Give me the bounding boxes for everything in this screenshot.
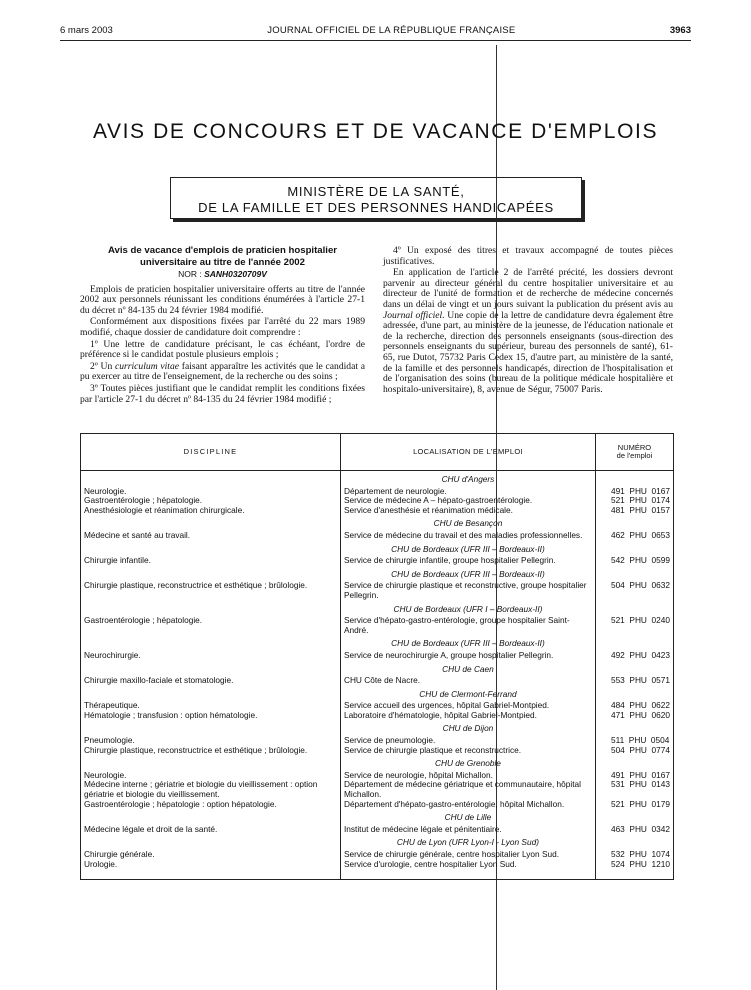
- empty-cell: [595, 541, 673, 557]
- localisation-cell: Service d'urologie, centre hospitalier Lyon Sud.: [340, 860, 595, 870]
- avis-column-right: [383, 246, 673, 396]
- table-row: [81, 556, 674, 566]
- discipline-cell: Pneumologie.: [81, 736, 341, 746]
- empty-cell: [595, 635, 673, 651]
- ministry-line-1: MINISTÈRE DE LA SANTÉ,: [287, 184, 465, 199]
- table-header-row: [81, 434, 674, 471]
- table-body: [81, 471, 674, 880]
- localisation-cell: Service d'anesthésie et réanimation médicale.: [340, 506, 595, 516]
- text: faisant apparaître les activités que le candidat a pu exercer au titre de l'enseignement, de la recherche ou des soins ;: [80, 360, 366, 383]
- chu-group-row: [81, 515, 674, 531]
- paragraph: 3º Toutes pièces justifiant que le candidat remplit les conditions fixées par l'article 27-1 du décret nº 84-135 du 24 février 1984 modifié ;: [80, 382, 365, 405]
- table-row: [81, 860, 674, 870]
- empty-cell: [81, 686, 341, 702]
- chu-group-row: [81, 686, 674, 702]
- text: En application de l'article 2 de l'arrêté précité, les dossiers devront parvenir au directeur général du centre hospitalier universitaire et au directeur de l'unité de formation et de recherche de médecine concernés dans un délai de vingt et un jours suivant la publication du présent avis au: [383, 267, 673, 310]
- journal-name: JOURNAL OFFICIEL DE LA RÉPUBLIQUE FRANÇAISE: [267, 25, 516, 36]
- numero-cell: 524 PHU 1210: [595, 860, 673, 870]
- running-header: [60, 25, 691, 39]
- empty-cell: [595, 809, 673, 825]
- table-row: [81, 676, 674, 686]
- text-italic: curriculum vitae: [114, 360, 180, 372]
- chu-name: CHU de Bordeaux (UFR III – Bordeaux-II): [340, 541, 595, 557]
- empty-cell: [81, 661, 341, 677]
- empty-cell: [81, 566, 341, 582]
- avis-title-1: Avis de vacance d'emplois de praticien hospitalier: [107, 245, 338, 256]
- chu-name: CHU de Bordeaux (UFR III – Bordeaux-II): [340, 566, 595, 582]
- numero-sublabel: de l'emploi: [616, 451, 653, 460]
- ministry-line-2: DE LA FAMILLE ET DES PERSONNES HANDICAPÉES: [198, 200, 554, 215]
- empty-cell: [340, 869, 595, 880]
- paragraph: [383, 268, 673, 395]
- chu-name: CHU de Bordeaux (UFR III – Bordeaux-II): [340, 635, 595, 651]
- vacancy-table: [80, 433, 674, 880]
- chu-name: CHU de Caen: [340, 661, 595, 677]
- empty-cell: [595, 686, 673, 702]
- empty-cell: [81, 809, 341, 825]
- localisation-cell: Service d'hépato-gastro-entérologie, groupe hospitalier Saint-André.: [340, 616, 595, 635]
- chu-group-row: [81, 809, 674, 825]
- empty-cell: [595, 869, 673, 880]
- column-header-localisation: LOCALISATION DE L'EMPLOI: [340, 434, 595, 471]
- discipline-cell: Chirurgie infantile.: [81, 556, 341, 566]
- numero-cell: 542 PHU 0599: [595, 556, 673, 566]
- table-row: [81, 825, 674, 835]
- chu-name: CHU de Lyon (UFR Lyon-I - Lyon Sud): [340, 834, 595, 850]
- chu-group-row: [81, 755, 674, 771]
- column-header-numero: [595, 434, 673, 471]
- localisation-cell: Service accueil des urgences, hôpital Gabriel-Montpied.: [340, 701, 595, 711]
- chu-group-row: [81, 635, 674, 651]
- discipline-cell: Médecine légale et droit de la santé.: [81, 825, 341, 835]
- discipline-cell: Chirurgie générale.: [81, 850, 341, 860]
- numero-cell: 511 PHU 0504: [595, 736, 673, 746]
- empty-cell: [595, 720, 673, 736]
- empty-cell: [595, 471, 673, 487]
- discipline-cell: Chirurgie maxillo-faciale et stomatologie.: [81, 676, 341, 686]
- localisation-cell: Laboratoire d'hématologie, hôpital Gabriel-Montpied.: [340, 711, 595, 721]
- paragraph: Conformément aux dispositions fixées par l'arrêté du 22 mars 1989 modifié, chaque dossier de candidature doit comprendre :: [80, 316, 365, 338]
- numero-label: NUMÉRO: [617, 442, 652, 452]
- empty-cell: [595, 661, 673, 677]
- text-italic: Journal officiel.: [383, 309, 445, 321]
- numero-cell: 521 PHU 0174: [595, 496, 673, 506]
- numero-cell: 481 PHU 0157: [595, 506, 673, 516]
- chu-group-row: [81, 601, 674, 617]
- numero-cell: 462 PHU 0653: [595, 531, 673, 541]
- discipline-cell: Médecine et santé au travail.: [81, 531, 341, 541]
- issue-date: 6 mars 2003: [60, 25, 113, 36]
- avis-title-2: universitaire au titre de l'année 2002: [140, 256, 305, 268]
- localisation-cell: Institut de médecine légale et pénitentiaire.: [340, 825, 595, 835]
- avis-column-left: [80, 246, 365, 406]
- table-row: [81, 506, 674, 516]
- chu-group-row: [81, 471, 674, 487]
- numero-cell: 491 PHU 0167: [595, 771, 673, 781]
- numero-cell: 471 PHU 0620: [595, 711, 673, 721]
- discipline-cell: Thérapeutique.: [81, 701, 341, 711]
- empty-cell: [81, 515, 341, 531]
- localisation-cell: Service de chirurgie infantile, groupe hospitalier Pellegrin.: [340, 556, 595, 566]
- empty-cell: [595, 755, 673, 771]
- empty-cell: [81, 541, 341, 557]
- ministry-box: [170, 177, 582, 219]
- empty-cell: [81, 720, 341, 736]
- discipline-cell: Neurologie.: [81, 771, 341, 781]
- localisation-cell: Service de médecine du travail et des maladies professionnelles.: [340, 531, 595, 541]
- column-header-discipline: DISCIPLINE: [81, 434, 341, 471]
- numero-cell: 532 PHU 1074: [595, 850, 673, 860]
- localisation-cell: Service de chirurgie plastique et reconstructrice.: [340, 746, 595, 756]
- table-row: [81, 616, 674, 635]
- table-row: [81, 800, 674, 810]
- paragraph: 4º Un exposé des titres et travaux accompagné de toutes pièces justificatives.: [383, 245, 673, 267]
- empty-cell: [81, 834, 341, 850]
- localisation-cell: Service de chirurgie plastique et reconstructive, groupe hospitalier Pellegrin.: [340, 581, 595, 600]
- chu-group-row: [81, 834, 674, 850]
- paragraph: Emplois de praticien hospitalier universitaire offerts au titre de l'année 2002 aux personnels réunissant les conditions énumérées à l'article 27-1 du décret nº 84-135 du 24 février 1984 modifié.: [80, 283, 365, 316]
- chu-name: CHU d'Angers: [340, 471, 595, 487]
- localisation-cell: Service de neurochirurgie A, groupe hospitalier Pellegrin.: [340, 651, 595, 661]
- numero-cell: 521 PHU 0179: [595, 800, 673, 810]
- numero-cell: 484 PHU 0622: [595, 701, 673, 711]
- chu-group-row: [81, 661, 674, 677]
- text: 2º Un: [90, 360, 115, 372]
- localisation-cell: Département d'hépato-gastro-entérologie, hôpital Michallon.: [340, 800, 595, 810]
- numero-cell: 553 PHU 0571: [595, 676, 673, 686]
- numero-cell: 491 PHU 0167: [595, 487, 673, 497]
- chu-group-row: [81, 541, 674, 557]
- discipline-cell: Neurologie.: [81, 487, 341, 497]
- discipline-cell: Neurochirurgie.: [81, 651, 341, 661]
- numero-cell: 504 PHU 0632: [595, 581, 673, 600]
- table-row: [81, 581, 674, 600]
- numero-cell: 463 PHU 0342: [595, 825, 673, 835]
- table-row: [81, 651, 674, 661]
- table-row: [81, 746, 674, 756]
- discipline-cell: Chirurgie plastique, reconstructrice et esthétique ; brûlologie.: [81, 746, 341, 756]
- discipline-cell: Gastroentérologie ; hépatologie.: [81, 616, 341, 635]
- empty-cell: [81, 601, 341, 617]
- chu-name: CHU de Lille: [340, 809, 595, 825]
- chu-name: CHU de Dijon: [340, 720, 595, 736]
- discipline-cell: Urologie.: [81, 860, 341, 870]
- empty-cell: [81, 869, 341, 880]
- empty-cell: [595, 515, 673, 531]
- table-end-row: [81, 869, 674, 880]
- paragraph: 1º Une lettre de candidature précisant, le cas échéant, l'ordre de préférence si le candidat postule plusieurs emplois ;: [80, 338, 365, 361]
- localisation-cell: Service de neurologie, hôpital Michallon.: [340, 771, 595, 781]
- chu-group-row: [81, 720, 674, 736]
- header-rule: [60, 40, 691, 41]
- numero-cell: 531 PHU 0143: [595, 780, 673, 799]
- numero-cell: 521 PHU 0240: [595, 616, 673, 635]
- nor-code: SANH0320709V: [204, 269, 267, 279]
- localisation-cell: Service de chirurgie générale, centre hospitalier Lyon Sud.: [340, 850, 595, 860]
- page-title: AVIS DE CONCOURS ET DE VACANCE D'EMPLOIS: [92, 120, 659, 143]
- discipline-cell: Anesthésiologie et réanimation chirurgicale.: [81, 506, 341, 516]
- chu-group-row: [81, 566, 674, 582]
- localisation-cell: CHU Côte de Nacre.: [340, 676, 595, 686]
- nor-label: NOR :: [178, 269, 205, 279]
- chu-name: CHU de Grenoble: [340, 755, 595, 771]
- localisation-cell: Département de neurologie.: [340, 487, 595, 497]
- discipline-cell: Médecine interne ; gériatrie et biologie du vieillissement : option gériatrie et biologie du vieillissement.: [81, 780, 341, 799]
- numero-cell: 492 PHU 0423: [595, 651, 673, 661]
- discipline-cell: Gastroentérologie ; hépatologie.: [81, 496, 341, 506]
- empty-cell: [81, 471, 341, 487]
- paragraph: [80, 362, 365, 383]
- localisation-cell: Département de médecine gériatrique et communautaire, hôpital Michallon.: [340, 780, 595, 799]
- table-row: [81, 780, 674, 799]
- discipline-cell: Hématologie ; transfusion : option hématologie.: [81, 711, 341, 721]
- discipline-cell: Gastroentérologie ; hépatologie : option hépatologie.: [81, 800, 341, 810]
- discipline-cell: Chirurgie plastique, reconstructrice et esthétique ; brûlologie.: [81, 581, 341, 600]
- empty-cell: [595, 601, 673, 617]
- numero-cell: 504 PHU 0774: [595, 746, 673, 756]
- empty-cell: [595, 834, 673, 850]
- empty-cell: [81, 755, 341, 771]
- table-row: [81, 711, 674, 721]
- empty-cell: [595, 566, 673, 582]
- table-row: [81, 531, 674, 541]
- text: Une copie de la lettre de candidature devra également être adressée, d'une part, au ministère de la jeunesse, de l'éducation nationale et de la recherche, direction des personnels enseignants (sous-direction des personnels enseignants du supérieur, bureau des personnels de santé), 61-65, rue Dutot, 75732 Paris Cedex 15, d'autre part, au ministère de la santé, de la famille et des personnels handicapés, direction de l'hospitalisation et de l'organisation des soins (bureau de la politique médicale hospitalière et hospitalo-universitaire), 8, avenue de Ségur, 75007 Paris.: [383, 309, 673, 395]
- chu-name: CHU de Bordeaux (UFR I – Bordeaux-II): [340, 601, 595, 617]
- chu-name: CHU de Besançon: [340, 515, 595, 531]
- page-number: 3963: [669, 25, 691, 36]
- localisation-cell: Service de pneumologie.: [340, 736, 595, 746]
- empty-cell: [81, 635, 341, 651]
- localisation-cell: Service de médecine A – hépato-gastroentérologie.: [340, 496, 595, 506]
- nor-reference: [80, 269, 365, 280]
- chu-name: CHU de Clermont-Ferrand: [340, 686, 595, 702]
